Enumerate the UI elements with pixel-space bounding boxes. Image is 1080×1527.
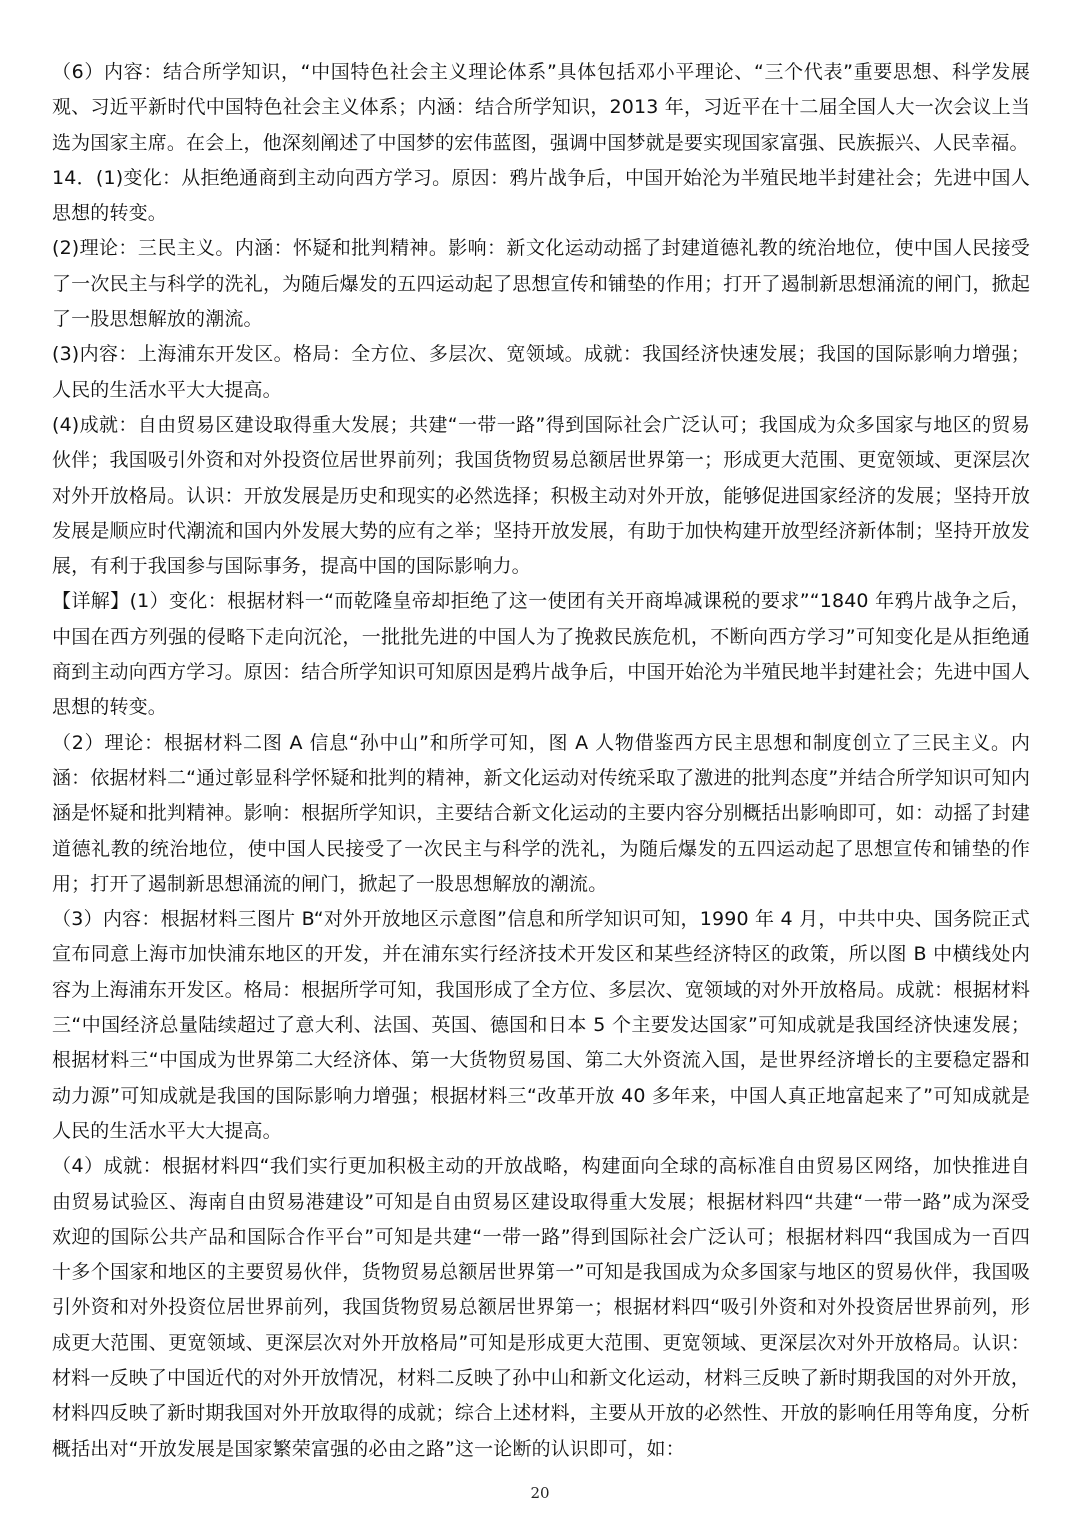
page-number: 20 xyxy=(530,1484,550,1502)
answer-14-3: (3)内容：上海浦东开发区。格局：全方位、多层次、宽领域。成就：我国经济快速发展；我国的国际影响力增强；人民的生活水平大大提高。 xyxy=(52,343,1030,401)
answer-14-2: (2)理论：三民主义。内涵：怀疑和批判精神。影响：新文化运动动摇了封建道德礼教的统治地位，使中国人民接受了一次民主与科学的洗礼，为随后爆发的五四运动起了思想宣传和铺垫的作用；打开了遏制新思想涌流的闸门，掀起了一股思想解放的潮流。 xyxy=(52,237,1030,331)
answer-14-4: (4)成就：自由贸易区建设取得重大发展；共建“一带一路”得到国际社会广泛认可；我国成为众多国家与地区的贸易伙伴；我国吸引外资和对外投资位居世界前列；我国货物贸易总额居世界第一；形成更大范围、更宽领域、更深层次对外开放格局。认识：开放发展是历史和现实的必然选择；积极主动对外开放，能够促进国家经济的发展；坚持开放发展是顺应时代潮流和国内外发展大势的应有之举；坚持开放发展，有助于加快构建开放型经济新体制；坚持开放发展，有利于我国参与国际事务，提高中国的国际影响力。 xyxy=(52,413,1030,578)
explanation-4: （4）成就：根据材料四“我们实行更加积极主动的开放战略，构建面向全球的高标准自由贸易区网络，加快推进自由贸易试验区、海南自由贸易港建设”可知是自由贸易区建设取得重大发展；根据材料四“共建“一带一路”成为深受欢迎的国际公共产品和国际合作平台”可知是共建“一带一路”得到国际社会广泛认可；根据材料四“我国成为一百四十多个国家和地区的主要贸易伙伴，货物贸易总额居世界第一”可知是我国成为众多国家与地区的贸易伙伴，我国吸引外资和对外投资位居世界前列，我国货物贸易总额居世界第一；根据材料四“吸引外资和对外投资居世界前列，形成更大范围、更宽领域、更深层次对外开放格局”可知是形成更大范围、更宽领域、更深层次对外开放格局。认识：材料一反映了中国近代的对外开放情况，材料二反映了孙中山和新文化运动，材料三反映了新时期我国的对外开放，材料四反映了新时期我国对外开放取得的成就；综合上述材料，主要从开放的必然性、开放的影响任用等角度，分析概括出对“开放发展是国家繁荣富强的必由之路”这一论断的认识即可，如： xyxy=(52,1155,1030,1460)
answer-14-1: 14．(1)变化：从拒绝通商到主动向西方学习。原因：鸦片战争后，中国开始沦为半殖民地半封建社会；先进中国人思想的转变。 xyxy=(52,166,1030,225)
explanation-2: （2）理论：根据材料二图 A 信息“孙中山”和所学可知，图 A 人物借鉴西方民主思想和制度创立了三民主义。内涵：依据材料二“通过彰显科学怀疑和批判的精神，新文化运动对传统采取了激进的批判态度”并结合所学知识可知内涵是怀疑和批判精神。影响：根据所学知识，主要结合新文化运动的主要内容分别概括出影响即可，如：动摇了封建道德礼教的统治地位，使中国人民接受了一次民主与科学的洗礼，为随后爆发的五四运动起了思想宣传和铺垫的作用；打开了遏制新思想涌流的闸门，掀起了一股思想解放的潮流。 xyxy=(52,731,1030,895)
answer-6-content: （6）内容：结合所学知识，“中国特色社会主义理论体系”具体包括邓小平理论、“三个代表”重要思想、科学发展观、习近平新时代中国特色社会主义体系；内涵：结合所学知识，2013 年，习近平在十二届全国人大一次会议上当选为国家主席。在会上，他深刻阐述了中国梦的宏伟蓝图，强调中国梦就是要实现国家富强、民族振兴、人民幸福。 xyxy=(52,61,1030,154)
explanation-1: 【详解】(1）变化：根据材料一“而乾隆皇帝却拒绝了这一使团有关开商埠减课税的要求”“1840 年鸦片战争之后，中国在西方列强的侵略下走向沉沦，一批批先进的中国人为了挽救民族危机，不断向西方学习”可知变化是从拒绝通商到主动向西方学习。原因：结合所学知识可知原因是鸦片战争后，中国开始沦为半殖民地半封建社会；先进中国人思想的转变。 xyxy=(52,590,1030,719)
explanation-3: （3）内容：根据材料三图片 B“对外开放地区示意图”信息和所学知识可知，1990 年 4 月，中共中央、国务院正式宣布同意上海市加快浦东地区的开发，并在浦东实行经济技术开发区和某些经济特区的政策，所以图 B 中横线处内容为上海浦东开发区。格局：根据所学可知，我国形成了全方位、多层次、宽领域的对外开放格局。成就：根据材料三“中国经济总量陆续超过了意大利、法国、英国、德国和日本 5 个主要发达国家”可知成就是我国经济快速发展；根据材料三“中国成为世界第二大经济体、第一大货物贸易国、第二大外资流入国，是世界经济增长的主要稳定器和动力源”可知成就是我国的国际影响力增强；根据材料三“改革开放 40 多年来，中国人真正地富起来了”可知成就是人民的生活水平大大提高。 xyxy=(52,908,1030,1142)
document-body xyxy=(52,55,1030,1467)
